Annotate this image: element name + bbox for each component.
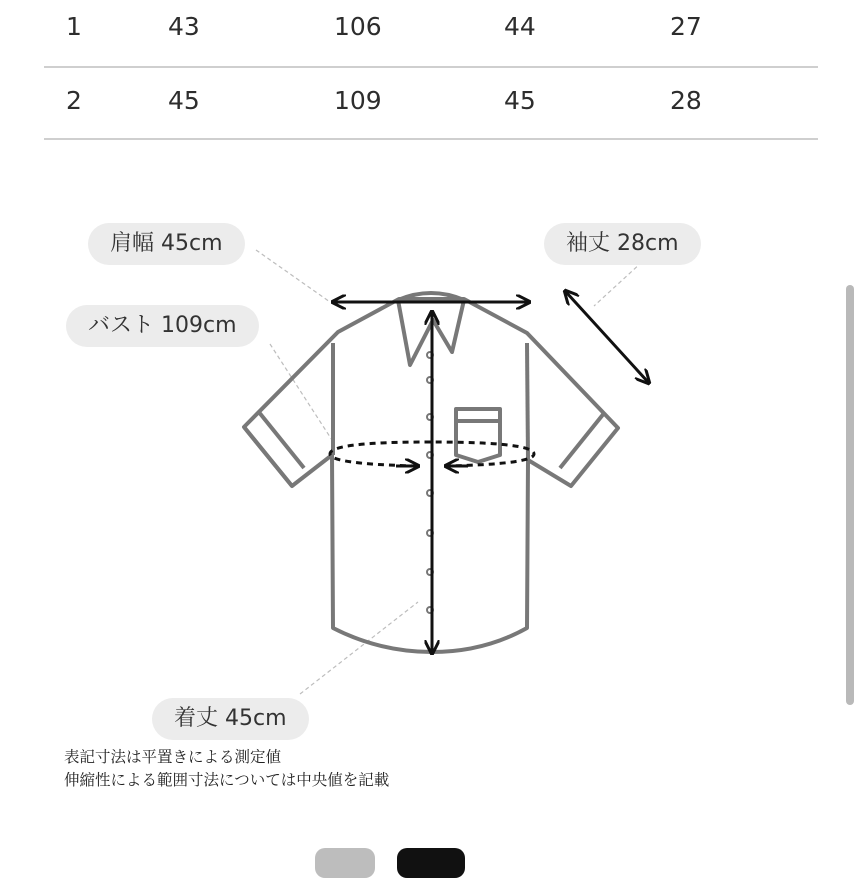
measurement-arrows <box>330 292 648 652</box>
size-cell: 1 <box>66 12 82 41</box>
sleeve-label: 袖丈 28cm <box>544 223 701 265</box>
bust-curve <box>330 442 534 466</box>
size-table <box>44 0 818 140</box>
note-line: 表記寸法は平置きによる測定値 <box>64 748 282 766</box>
size-cell: 2 <box>66 86 82 115</box>
sleeve-cell: 27 <box>670 12 702 41</box>
note-line: 伸縮性による範囲寸法については中央値を記載 <box>64 771 390 789</box>
color-swatch-gray[interactable] <box>315 848 375 878</box>
sleeve-arrow <box>566 292 648 382</box>
table-row <box>44 0 818 68</box>
shirt-outline <box>244 293 618 652</box>
scrollbar[interactable] <box>846 285 854 705</box>
bust-cell: 109 <box>334 86 382 115</box>
length-label: 着丈 45cm <box>152 698 309 740</box>
measurement-notes <box>64 746 389 792</box>
length-cell: 45 <box>504 86 536 115</box>
shoulder-cell: 43 <box>168 12 200 41</box>
color-swatch-black[interactable] <box>397 848 465 878</box>
length-cell: 44 <box>504 12 536 41</box>
sleeve-cell: 28 <box>670 86 702 115</box>
leader-lines <box>256 250 642 694</box>
shoulder-cell: 45 <box>168 86 200 115</box>
shoulder-label: 肩幅 45cm <box>88 223 245 265</box>
table-row <box>44 68 818 140</box>
bust-cell: 106 <box>334 12 382 41</box>
bust-label: バスト 109cm <box>66 305 259 347</box>
shirt-buttons <box>427 352 433 613</box>
